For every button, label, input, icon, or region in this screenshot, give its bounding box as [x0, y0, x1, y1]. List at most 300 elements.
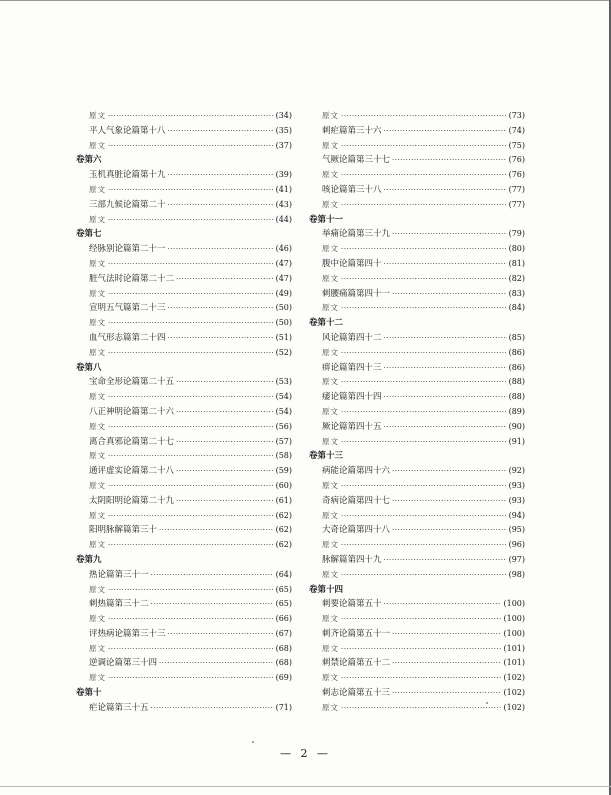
toc-page-number: (102)	[503, 702, 525, 712]
toc-entry-title: 原文	[322, 643, 339, 653]
toc-page-number: (77)	[508, 184, 525, 194]
toc-original-text-entry	[309, 301, 525, 316]
toc-entry-title: 玉机真脏论篇第十九	[89, 170, 166, 181]
toc-section-entry	[76, 464, 292, 479]
toc-section-entry	[76, 523, 292, 538]
toc-page-number: (41)	[275, 184, 292, 194]
dot-leader	[108, 316, 274, 331]
toc-entry-title: 刺疟篇第三十六	[322, 125, 382, 136]
toc-page-number: (52)	[275, 347, 292, 357]
toc-page-number: (75)	[508, 140, 525, 150]
dot-leader	[108, 346, 274, 361]
toc-page-number: (80)	[508, 244, 525, 254]
toc-entry-title: 刺要论篇第五十	[322, 599, 382, 610]
toc-entry-title: 原文	[89, 140, 106, 150]
dot-leader	[168, 242, 274, 257]
toc-page-number: (101)	[503, 643, 525, 653]
dot-leader	[392, 464, 507, 479]
dot-leader	[108, 183, 274, 198]
toc-entry-title: 原文	[89, 347, 106, 357]
toc-entry-title: 原文	[322, 199, 339, 209]
toc-section-entry	[76, 597, 292, 612]
toc-page-number: (60)	[275, 480, 292, 490]
dot-leader	[168, 198, 274, 213]
toc-original-text-entry	[309, 168, 525, 183]
toc-page-number: (79)	[508, 229, 525, 239]
toc-section-entry	[309, 686, 525, 701]
dot-leader	[341, 346, 507, 361]
toc-entry-title: 脉解篇第四十九	[322, 554, 382, 565]
toc-page-number: (88)	[508, 392, 525, 402]
toc-left-column	[76, 109, 292, 716]
toc-section-entry	[76, 435, 292, 450]
toc-entry-title: 原文	[322, 170, 339, 180]
toc-page-number: (47)	[275, 273, 292, 283]
toc-section-entry	[309, 257, 525, 272]
toc-page-number: (73)	[508, 111, 525, 120]
toc-entry-title: 病能论篇第四十六	[322, 466, 391, 477]
toc-section-entry	[309, 464, 525, 479]
dot-leader	[341, 642, 501, 657]
dot-leader	[176, 405, 274, 420]
toc-section-entry	[76, 168, 292, 183]
toc-original-text-entry	[309, 701, 525, 716]
toc-entry-title: 原文	[89, 318, 106, 328]
dot-leader	[108, 390, 274, 405]
dot-leader	[168, 301, 274, 316]
toc-page-number: (51)	[275, 332, 292, 342]
toc-page-number: (67)	[275, 628, 292, 638]
toc-original-text-entry	[76, 139, 292, 154]
dot-leader	[384, 183, 507, 198]
toc-page-number: (71)	[275, 702, 292, 712]
dot-leader	[176, 375, 274, 390]
toc-volume-heading	[309, 213, 525, 228]
toc-page-number: (92)	[508, 466, 525, 476]
toc-page-number: (76)	[508, 170, 525, 180]
dot-leader	[384, 553, 507, 568]
scan-edge-bottom	[0, 786, 611, 787]
toc-page-number: (86)	[508, 362, 525, 372]
dot-leader	[176, 494, 274, 509]
dot-leader	[151, 701, 274, 716]
toc-page-number: (81)	[508, 258, 525, 268]
toc-original-text-entry	[76, 671, 292, 686]
toc-page-number: (88)	[508, 377, 525, 387]
toc-page-number: (34)	[275, 111, 292, 120]
toc-entry-title: 卷第八	[76, 362, 102, 373]
toc-original-text-entry	[309, 479, 525, 494]
dot-leader	[108, 420, 274, 435]
toc-page-number: (91)	[508, 436, 525, 446]
toc-entry-title: 原文	[89, 643, 106, 653]
toc-page-number: (44)	[275, 214, 292, 224]
toc-page-number: (50)	[275, 318, 292, 328]
toc-section-entry	[309, 361, 525, 376]
dot-leader	[108, 479, 274, 494]
toc-entry-title: 腹中论篇第四十	[322, 258, 382, 269]
toc-original-text-entry	[76, 449, 292, 464]
toc-entry-title: 风论篇第四十二	[322, 332, 382, 343]
toc-page-number: (100)	[503, 599, 525, 609]
dot-leader	[168, 124, 274, 139]
toc-section-entry	[309, 420, 525, 435]
toc-page-number: (82)	[508, 273, 525, 283]
toc-entry-title: 刺禁论篇第五十二	[322, 658, 391, 669]
toc-page-number: (97)	[508, 554, 525, 564]
toc-entry-title: 原文	[322, 436, 339, 446]
toc-section-entry	[309, 331, 525, 346]
toc-original-text-entry	[76, 612, 292, 627]
toc-original-text-entry	[309, 509, 525, 524]
toc-original-text-entry	[309, 538, 525, 553]
dot-leader	[384, 361, 507, 376]
toc-page-number: (93)	[508, 480, 525, 490]
dot-leader	[159, 523, 274, 538]
toc-entry-title: 原文	[322, 540, 339, 550]
toc-entry-title: 卷第十	[76, 688, 102, 699]
dot-leader	[168, 331, 274, 346]
toc-entry-title: 宝命全形论篇第二十五	[89, 377, 175, 388]
toc-original-text-entry	[76, 183, 292, 198]
toc-original-text-entry	[309, 346, 525, 361]
toc-entry-title: 卷第六	[76, 155, 102, 166]
toc-page-number: (95)	[508, 525, 525, 535]
toc-page-number: (43)	[275, 199, 292, 209]
toc-entry-title: 经脉别论篇第二十一	[89, 244, 166, 255]
toc-entry-title: 刺志论篇第五十三	[322, 688, 391, 699]
dot-leader	[341, 375, 507, 390]
toc-section-entry	[76, 124, 292, 139]
toc-section-entry	[76, 331, 292, 346]
toc-page-number: (77)	[508, 199, 525, 209]
toc-page-number: (39)	[275, 170, 292, 180]
toc-section-entry	[76, 375, 292, 390]
scan-edge-top	[0, 0, 611, 1]
toc-entry-title: 原文	[322, 406, 339, 416]
toc-original-text-entry	[309, 139, 525, 154]
toc-original-text-entry	[309, 198, 525, 213]
toc-page-number: (54)	[275, 406, 292, 416]
dot-leader	[168, 168, 274, 183]
toc-entry-title: 原文	[322, 347, 339, 357]
toc-entry-title: 原文	[89, 480, 106, 490]
toc-entry-title: 血气形志篇第二十四	[89, 332, 166, 343]
dot-leader	[384, 420, 507, 435]
dot-leader	[392, 656, 501, 671]
toc-entry-title: 宣明五气篇第二十三	[89, 303, 166, 314]
toc-entry-title: 三部九候论篇第二十	[89, 199, 166, 210]
toc-entry-title: 原文	[322, 569, 339, 579]
toc-page-number: (46)	[275, 244, 292, 254]
dot-leader	[384, 124, 507, 139]
toc-entry-title: 太阴阳明论篇第二十九	[89, 495, 175, 506]
dot-leader	[384, 257, 507, 272]
toc-page-number: (49)	[275, 288, 292, 298]
toc-entry-title: 原文	[89, 540, 106, 550]
toc-original-text-entry	[76, 346, 292, 361]
toc-section-entry	[309, 494, 525, 509]
toc-section-entry	[76, 301, 292, 316]
dot-leader	[341, 538, 507, 553]
dot-leader	[108, 287, 274, 302]
toc-original-text-entry	[76, 479, 292, 494]
dot-leader	[341, 612, 501, 627]
toc-entry-title: 原文	[89, 258, 106, 268]
toc-original-text-entry	[309, 671, 525, 686]
dot-leader	[392, 287, 507, 302]
toc-entry-title: 原文	[322, 273, 339, 283]
toc-original-text-entry	[309, 568, 525, 583]
toc-entry-title: 奇病论篇第四十七	[322, 495, 391, 506]
toc-entry-title: 阳明脉解篇第三十	[89, 525, 158, 536]
toc-entry-title: 刺热篇第三十二	[89, 599, 149, 610]
toc-entry-title: 原文	[322, 614, 339, 624]
toc-entry-title: 脏气法时论篇第二十二	[89, 273, 175, 284]
dot-leader	[341, 479, 507, 494]
dot-leader	[341, 509, 507, 524]
dot-leader	[151, 568, 274, 583]
toc-section-entry	[76, 494, 292, 509]
toc-page-number: (96)	[508, 540, 525, 550]
toc-entry-title: 平人气象论篇第十八	[89, 125, 166, 136]
dot-leader	[108, 213, 274, 228]
dot-leader	[384, 390, 507, 405]
dot-leader	[168, 627, 274, 642]
toc-entry-title: 离合真邪论篇第二十七	[89, 436, 175, 447]
toc-entry-title: 通评虚实论篇第二十八	[89, 466, 175, 477]
toc-volume-heading	[76, 553, 292, 568]
toc-section-entry	[76, 627, 292, 642]
toc-section-entry	[309, 523, 525, 538]
toc-section-entry	[309, 390, 525, 405]
toc-original-text-entry	[76, 109, 292, 124]
toc-original-text-entry	[76, 257, 292, 272]
dot-leader	[108, 257, 274, 272]
toc-section-entry	[309, 183, 525, 198]
toc-entry-title: 原文	[89, 288, 106, 298]
toc-original-text-entry	[76, 583, 292, 598]
dot-leader	[392, 494, 507, 509]
toc-page-number: (102)	[503, 673, 525, 683]
toc-entry-title: 卷第九	[76, 554, 102, 565]
toc-section-entry	[76, 656, 292, 671]
toc-page-number: (50)	[275, 303, 292, 313]
toc-entry-title: 原文	[89, 451, 106, 461]
toc-section-entry	[309, 124, 525, 139]
toc-page-number: (61)	[275, 495, 292, 505]
toc-page-number: (100)	[503, 614, 525, 624]
toc-page-number: (102)	[503, 688, 525, 698]
dot-leader	[341, 568, 507, 583]
toc-original-text-entry	[76, 390, 292, 405]
toc-entry-title: 厥论篇第四十五	[322, 421, 382, 432]
toc-entry-title: 原文	[322, 140, 339, 150]
dot-leader	[341, 242, 507, 257]
toc-entry-title: 咳论篇第三十八	[322, 184, 382, 195]
toc-page-number: (64)	[275, 569, 292, 579]
toc-entry-title: 卷第十一	[309, 214, 344, 225]
toc-original-text-entry	[309, 642, 525, 657]
dot-leader	[341, 301, 507, 316]
toc-entry-title: 举痛论篇第三十九	[322, 229, 391, 240]
toc-volume-heading	[309, 316, 525, 331]
toc-entry-title: 原文	[322, 111, 339, 120]
dot-leader	[392, 627, 501, 642]
toc-page-number: (65)	[275, 599, 292, 609]
toc-section-entry	[76, 198, 292, 213]
toc-original-text-entry	[309, 435, 525, 450]
dot-leader	[341, 139, 507, 154]
dot-leader	[341, 168, 507, 183]
toc-entry-title: 原文	[89, 421, 106, 431]
toc-page-number: (86)	[508, 347, 525, 357]
dot-leader	[341, 198, 507, 213]
toc-page-number: (94)	[508, 510, 525, 520]
toc-original-text-entry	[76, 287, 292, 302]
toc-page-number: (68)	[275, 658, 292, 668]
dot-leader	[341, 405, 507, 420]
toc-page-number: (62)	[275, 525, 292, 535]
toc-original-text-entry	[76, 316, 292, 331]
toc-section-entry	[309, 153, 525, 168]
toc-entry-title: 卷第十四	[309, 584, 344, 595]
toc-entry-title: 原文	[89, 614, 106, 624]
toc-section-entry	[309, 627, 525, 642]
toc-section-entry	[309, 597, 525, 612]
dot-leader	[108, 671, 274, 686]
toc-page-number: (69)	[275, 673, 292, 683]
toc-volume-heading	[309, 583, 525, 598]
toc-page-number: (101)	[503, 658, 525, 668]
toc-original-text-entry	[309, 242, 525, 257]
toc-page-number: (57)	[275, 436, 292, 446]
toc-section-entry	[76, 272, 292, 287]
dot-leader	[151, 597, 274, 612]
dot-leader	[108, 109, 274, 124]
toc-entry-title: 痿论篇第四十四	[322, 392, 382, 403]
toc-entry-title: 卷第十三	[309, 451, 344, 462]
toc-page-number: (83)	[508, 288, 525, 298]
dot-leader	[384, 331, 507, 346]
toc-entry-title: 原文	[322, 244, 339, 254]
toc-page-number: (66)	[275, 614, 292, 624]
toc-original-text-entry	[76, 538, 292, 553]
dot-leader	[392, 686, 501, 701]
dot-leader	[108, 449, 274, 464]
toc-section-entry	[76, 701, 292, 716]
scan-speck	[252, 741, 254, 743]
toc-original-text-entry	[309, 405, 525, 420]
toc-volume-heading	[76, 686, 292, 701]
toc-original-text-entry	[309, 375, 525, 390]
toc-page-number: (53)	[275, 377, 292, 387]
toc-entry-title: 评热病论篇第三十三	[89, 628, 166, 639]
dot-leader	[108, 612, 274, 627]
toc-page-number: (98)	[508, 569, 525, 579]
toc-right-column	[309, 109, 525, 716]
toc-page-number: (56)	[275, 421, 292, 431]
dot-leader	[176, 435, 274, 450]
toc-entry-title: 原文	[322, 673, 339, 683]
toc-entry-title: 原文	[322, 303, 339, 313]
page-number: — 2 —	[280, 747, 331, 760]
dot-leader	[392, 523, 507, 538]
toc-page-number: (47)	[275, 258, 292, 268]
toc-page-number: (85)	[508, 332, 525, 342]
toc-entry-title: 痹论篇第四十三	[322, 362, 382, 373]
toc-entry-title: 卷第七	[76, 229, 102, 240]
toc-entry-title: 原文	[322, 510, 339, 520]
toc-entry-title: 原文	[89, 510, 106, 520]
toc-page-number: (59)	[275, 466, 292, 476]
toc-entry-title: 刺腰痛篇第四十一	[322, 288, 391, 299]
toc-page-number: (62)	[275, 510, 292, 520]
toc-entry-title: 大奇论篇第四十八	[322, 525, 391, 536]
toc-entry-title: 热论篇第三十一	[89, 569, 149, 580]
toc-volume-heading	[76, 227, 292, 242]
toc-page-number: (93)	[508, 495, 525, 505]
dot-leader	[108, 583, 274, 598]
toc-original-text-entry	[76, 213, 292, 228]
dot-leader	[108, 642, 274, 657]
toc-volume-heading	[76, 361, 292, 376]
toc-entry-title: 原文	[89, 392, 106, 402]
toc-entry-title: 原文	[89, 214, 106, 224]
dot-leader	[341, 671, 501, 686]
dot-leader	[392, 153, 507, 168]
toc-page-number: (37)	[275, 140, 292, 150]
dot-leader	[341, 435, 507, 450]
dot-leader	[341, 109, 507, 124]
toc-section-entry	[76, 568, 292, 583]
toc-original-text-entry	[76, 420, 292, 435]
toc-section-entry	[76, 405, 292, 420]
dot-leader	[176, 464, 274, 479]
toc-section-entry	[309, 227, 525, 242]
toc-entry-title: 气厥论篇第三十七	[322, 155, 391, 166]
dot-leader	[176, 272, 274, 287]
toc-original-text-entry	[309, 109, 525, 124]
toc-volume-heading	[76, 153, 292, 168]
toc-entry-title: 原文	[89, 673, 106, 683]
toc-entry-title: 疟论篇第三十五	[89, 702, 149, 713]
dot-leader	[108, 538, 274, 553]
dot-leader	[108, 509, 274, 524]
toc-entry-title: 原文	[322, 377, 339, 387]
toc-page-number: (65)	[275, 584, 292, 594]
toc-volume-heading	[309, 449, 525, 464]
dot-leader	[384, 597, 502, 612]
toc-page-number: (76)	[508, 155, 525, 165]
toc-entry-title: 原文	[89, 584, 106, 594]
toc-entry-title: 逆调论篇第三十四	[89, 658, 158, 669]
toc-entry-title: 卷第十二	[309, 318, 344, 329]
dot-leader	[341, 701, 501, 716]
toc-entry-title: 原文	[322, 480, 339, 490]
toc-original-text-entry	[76, 642, 292, 657]
toc-page-number: (62)	[275, 540, 292, 550]
toc-entry-title: 八正神明论篇第二十六	[89, 406, 175, 417]
toc-page-number: (90)	[508, 421, 525, 431]
toc-page-number: (35)	[275, 125, 292, 135]
dot-leader	[392, 227, 507, 242]
toc-section-entry	[309, 656, 525, 671]
toc-page-number: (74)	[508, 125, 525, 135]
dot-leader	[341, 272, 507, 287]
toc-page-number: (58)	[275, 451, 292, 461]
dot-leader	[159, 656, 274, 671]
